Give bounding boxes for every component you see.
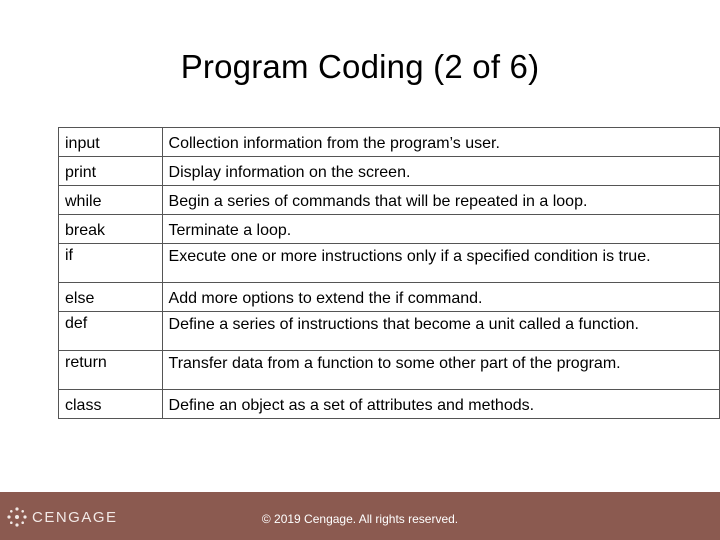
- command-cell: while: [59, 186, 163, 215]
- command-cell: print: [59, 157, 163, 186]
- command-cell: else: [59, 283, 163, 312]
- command-cell: break: [59, 215, 163, 244]
- copyright-notice: © 2019 Cengage. All rights reserved.: [261, 512, 459, 526]
- command-cell: def: [59, 312, 163, 351]
- description-cell: Transfer data from a function to some other part of the program.: [162, 351, 719, 390]
- command-cell: return: [59, 351, 163, 390]
- description-cell: Collection information from the program’s user.: [162, 128, 719, 157]
- table-row: [59, 244, 720, 283]
- slide-title: Program Coding (2 of 6): [180, 48, 540, 85]
- description-cell: Begin a series of commands that will be repeated in a loop.: [162, 186, 719, 215]
- description-cell: Add more options to extend the if command.: [162, 283, 719, 312]
- table-row: [59, 128, 720, 157]
- table-row: [59, 157, 720, 186]
- description-cell: Define a series of instructions that become a unit called a function.: [162, 312, 719, 351]
- logo-text: CENGAGE: [32, 508, 118, 526]
- description-cell: Execute one or more instructions only if a specified condition is true.: [162, 244, 719, 283]
- table-row: [59, 351, 720, 390]
- command-cell: input: [59, 128, 163, 157]
- table-row: [59, 186, 720, 215]
- description-cell: Display information on the screen.: [162, 157, 719, 186]
- command-cell: if: [59, 244, 163, 283]
- table-row: [59, 312, 720, 351]
- table-row: [59, 215, 720, 244]
- command-cell: class: [59, 390, 163, 419]
- description-cell: Terminate a loop.: [162, 215, 719, 244]
- footer-bar: [0, 492, 720, 540]
- table-row: [59, 283, 720, 312]
- command-table: [58, 127, 720, 419]
- description-cell: Define an object as a set of attributes and methods.: [162, 390, 719, 419]
- table-row: [59, 390, 720, 419]
